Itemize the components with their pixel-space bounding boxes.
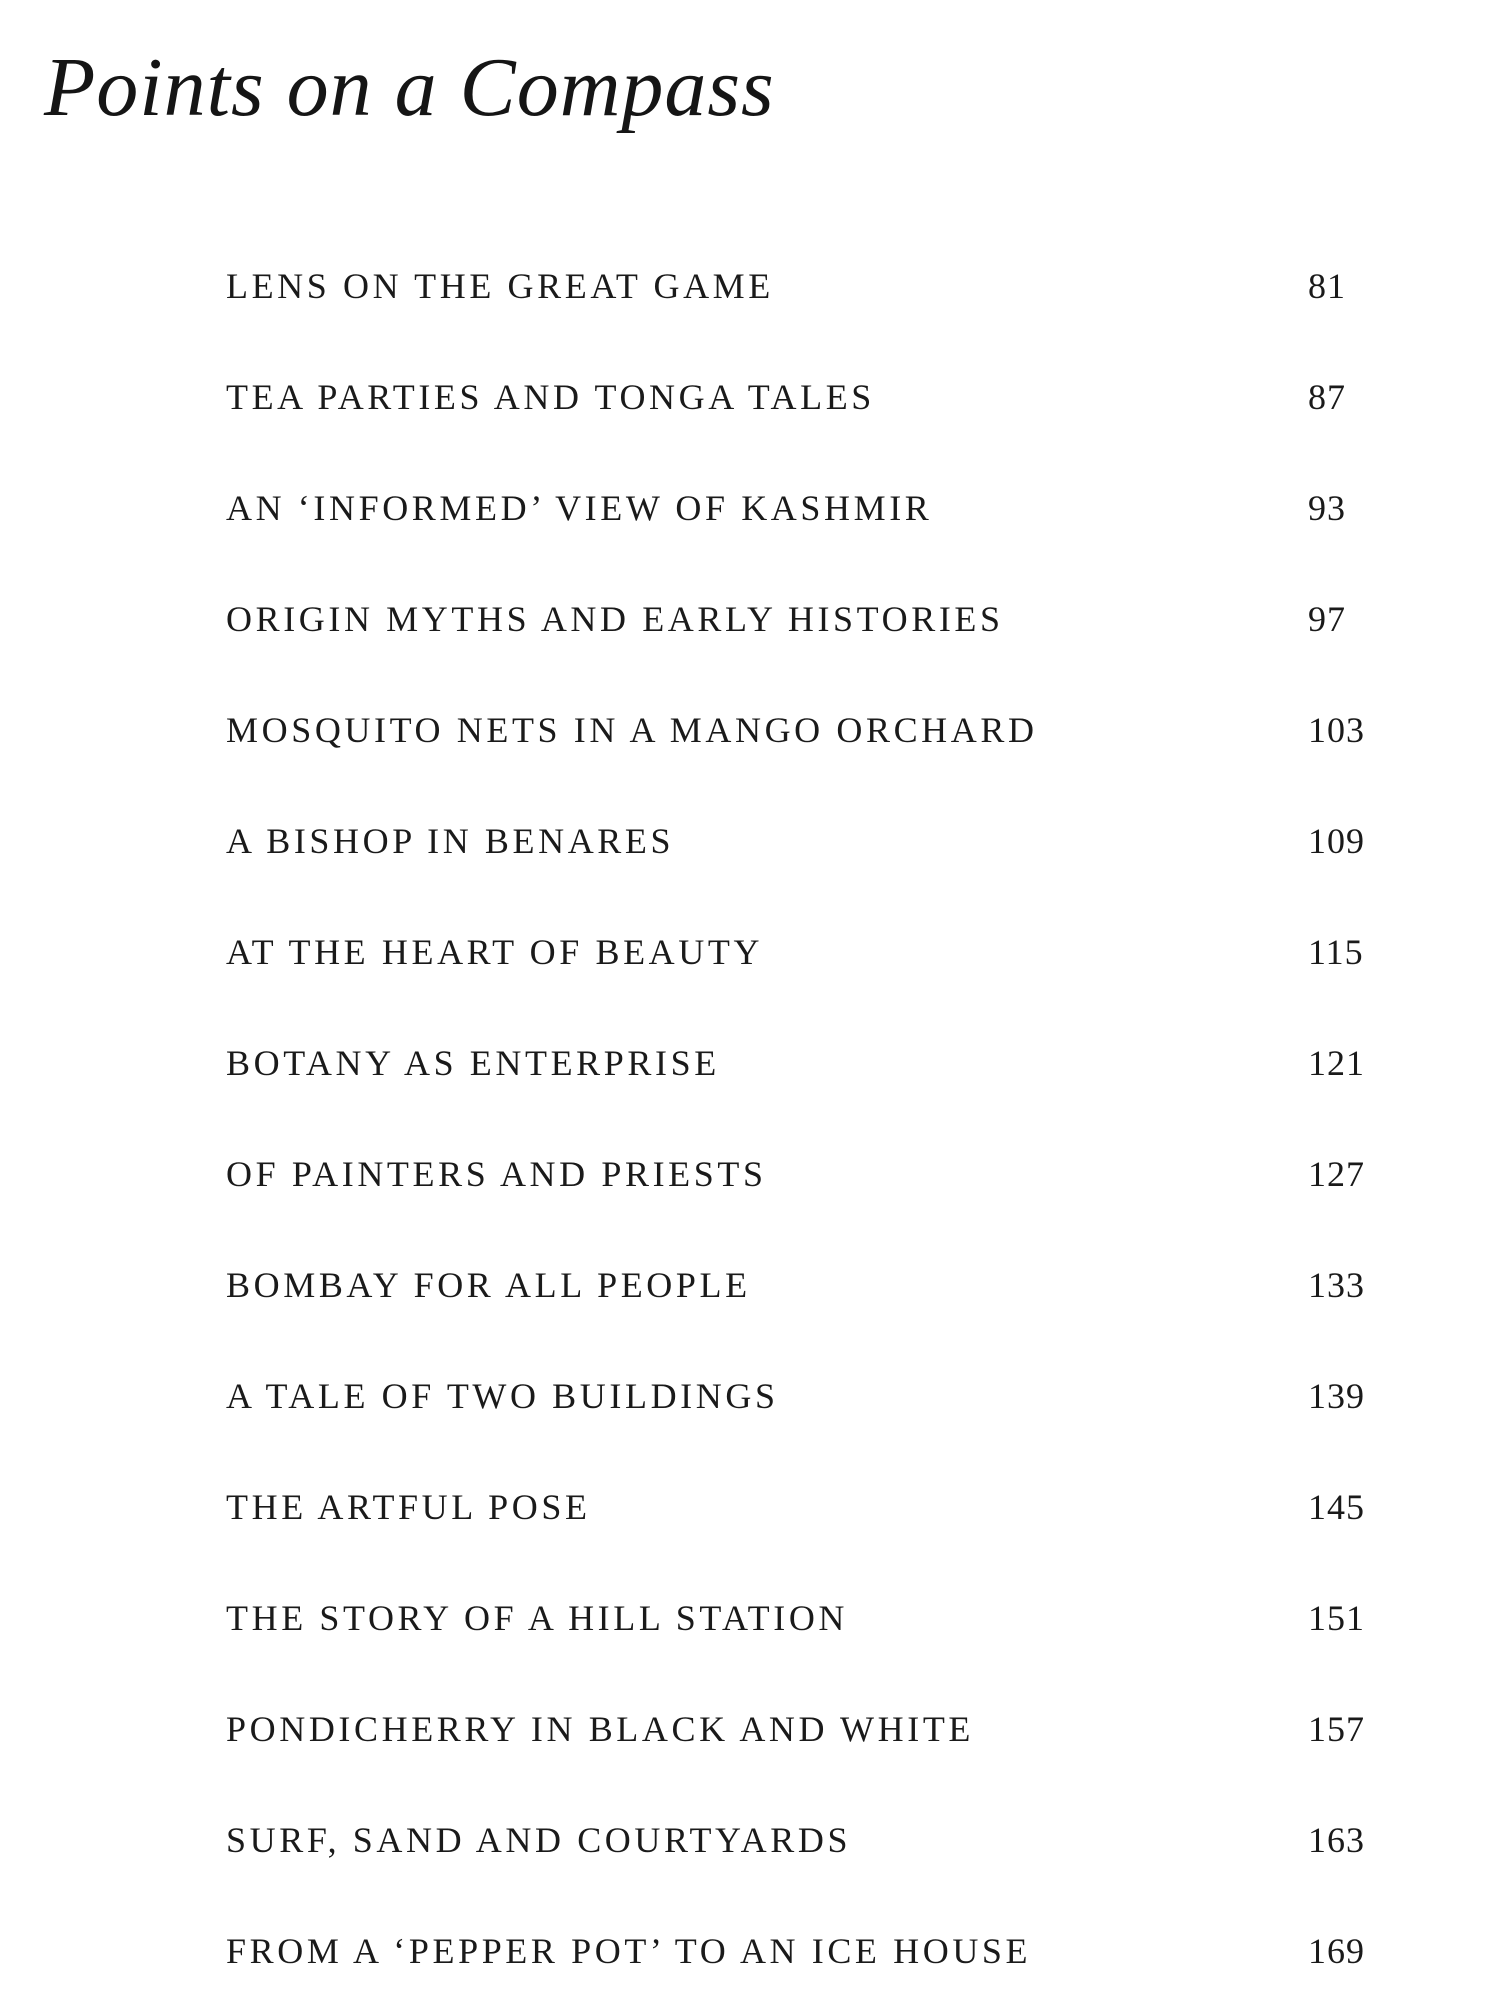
- toc-entry-title: A TALE OF TWO BUILDINGS: [226, 1376, 779, 1416]
- toc-entry-page-number: 151: [1308, 1598, 1365, 1638]
- toc-entry[interactable]: [0, 367, 1500, 427]
- toc-entry-title: OF PAINTERS AND PRIESTS: [226, 1154, 767, 1194]
- toc-entry-title: TEA PARTIES AND TONGA TALES: [226, 377, 875, 417]
- toc-entry-page-number: 145: [1308, 1487, 1365, 1527]
- toc-entry[interactable]: [0, 589, 1500, 649]
- toc-entry-page-number: 121: [1308, 1043, 1365, 1083]
- toc-entry-page-number: 93: [1308, 488, 1346, 528]
- toc-entry-title: FROM A ‘PEPPER POT’ TO AN ICE HOUSE: [226, 1931, 1032, 1971]
- toc-entry-page-number: 127: [1308, 1154, 1365, 1194]
- toc-entry[interactable]: [0, 700, 1500, 760]
- toc-entry[interactable]: [0, 1921, 1500, 1981]
- toc-entry-title: MOSQUITO NETS IN A MANGO ORCHARD: [226, 710, 1038, 750]
- toc-entry[interactable]: [0, 1477, 1500, 1537]
- toc-entry-page-number: 97: [1308, 599, 1346, 639]
- toc-entry-page-number: 103: [1308, 710, 1365, 750]
- toc-entry[interactable]: [0, 1699, 1500, 1759]
- toc-entry[interactable]: [0, 256, 1500, 316]
- toc-entry-title: LENS ON THE GREAT GAME: [226, 266, 774, 306]
- toc-entry-title: A BISHOP IN BENARES: [226, 821, 675, 861]
- toc-entry[interactable]: [0, 478, 1500, 538]
- toc-entry-page-number: 139: [1308, 1376, 1365, 1416]
- toc-entry-page-number: 133: [1308, 1265, 1365, 1305]
- toc-entry-title: THE STORY OF A HILL STATION: [226, 1598, 849, 1638]
- toc-entry-title: BOMBAY FOR ALL PEOPLE: [226, 1265, 751, 1305]
- toc-entry[interactable]: [0, 1588, 1500, 1648]
- toc-entry-title: PONDICHERRY IN BLACK AND WHITE: [226, 1709, 975, 1749]
- toc-entry-page-number: 115: [1308, 932, 1364, 972]
- toc-entry-title: BOTANY AS ENTERPRISE: [226, 1043, 720, 1083]
- page-title: Points on a Compass: [44, 41, 775, 134]
- toc-entry[interactable]: [0, 922, 1500, 982]
- toc-entry-page-number: 109: [1308, 821, 1365, 861]
- toc-entry[interactable]: [0, 1810, 1500, 1870]
- toc-entry-page-number: 157: [1308, 1709, 1365, 1749]
- toc-entry-title: AN ‘INFORMED’ VIEW OF KASHMIR: [226, 488, 933, 528]
- toc-entry[interactable]: [0, 1366, 1500, 1426]
- toc-entry-page-number: 87: [1308, 377, 1346, 417]
- toc-entry-title: THE ARTFUL POSE: [226, 1487, 591, 1527]
- toc-entry[interactable]: [0, 1144, 1500, 1204]
- toc-entry-title: SURF, SAND AND COURTYARDS: [226, 1820, 852, 1860]
- toc-entry-title: ORIGIN MYTHS AND EARLY HISTORIES: [226, 599, 1004, 639]
- toc-entry[interactable]: [0, 1033, 1500, 1093]
- toc-entry[interactable]: [0, 811, 1500, 871]
- toc-entry-title: AT THE HEART OF BEAUTY: [226, 932, 764, 972]
- toc-entry[interactable]: [0, 1255, 1500, 1315]
- toc-entry-page-number: 169: [1308, 1931, 1365, 1971]
- toc-entry-page-number: 81: [1308, 266, 1346, 306]
- toc-entry-page-number: 163: [1308, 1820, 1365, 1860]
